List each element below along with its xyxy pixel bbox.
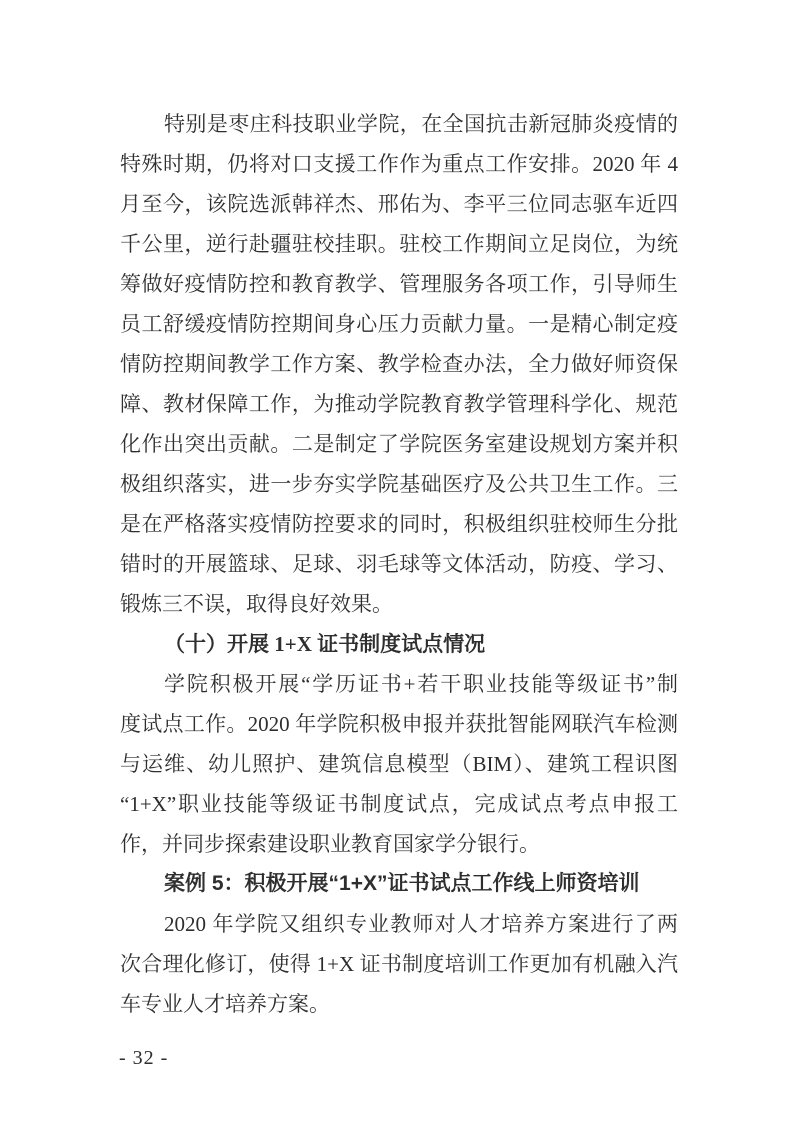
body-line: 极组织落实，进一步夯实学院基础医疗及公共卫生工作。三 — [120, 472, 678, 496]
body-line: 特别是枣庄科技职业学院，在全国抗击新冠肺炎疫情的 — [164, 112, 678, 136]
body-line: 与运维、幼儿照护、建筑信息模型（BIM）、建筑工程识图 — [120, 752, 678, 776]
body-line: “1+X”职业技能等级证书制度试点，完成试点考点申报工 — [120, 792, 678, 816]
body-line: 情防控期间教学工作方案、教学检查办法，全力做好师资保 — [120, 352, 678, 376]
body-line: 筹做好疫情防控和教育教学、管理服务各项工作，引导师生 — [120, 272, 678, 296]
section-heading: （十）开展 1+X 证书制度试点情况 — [164, 632, 486, 656]
body-line: 是在严格落实疫情防控要求的同时，积极组织驻校师生分批 — [120, 512, 678, 536]
body-line: 月至今，该院选派韩祥杰、邢佑为、李平三位同志驱车近四 — [120, 192, 678, 216]
document-body — [120, 104, 678, 1024]
body-line: 员工舒缓疫情防控期间身心压力贡献力量。一是精心制定疫 — [120, 312, 678, 336]
body-line: 错时的开展篮球、足球、羽毛球等文体活动，防疫、学习、 — [120, 552, 678, 576]
body-line: 化作出突出贡献。二是制定了学院医务室建设规划方案并积 — [120, 432, 678, 456]
body-line: 千公里，逆行赴疆驻校挂职。驻校工作期间立足岗位，为统 — [120, 232, 678, 256]
body-line: 障、教材保障工作，为推动学院教育教学管理科学化、规范 — [120, 392, 678, 416]
case-heading: 案例 5：积极开展“1+X”证书试点工作线上师资培训 — [164, 872, 640, 895]
body-line: 2020 年学院又组织专业教师对人才培养方案进行了两 — [164, 912, 678, 936]
page-number: - 32 - — [119, 1047, 169, 1069]
body-line: 特殊时期，仍将对口支援工作作为重点工作安排。2020 年 4 — [120, 152, 678, 176]
body-line: 锻炼三不误，取得良好效果。 — [120, 592, 393, 616]
body-line: 车专业人才培养方案。 — [120, 992, 330, 1016]
body-line: 作，并同步探索建设职业教育国家学分银行。 — [120, 832, 540, 856]
body-line: 度试点工作。2020 年学院积极申报并获批智能网联汽车检测 — [120, 712, 678, 736]
body-line: 次合理化修订，使得 1+X 证书制度培训工作更加有机融入汽 — [120, 952, 678, 976]
body-line: 学院积极开展“学历证书+若干职业技能等级证书”制 — [164, 672, 678, 696]
